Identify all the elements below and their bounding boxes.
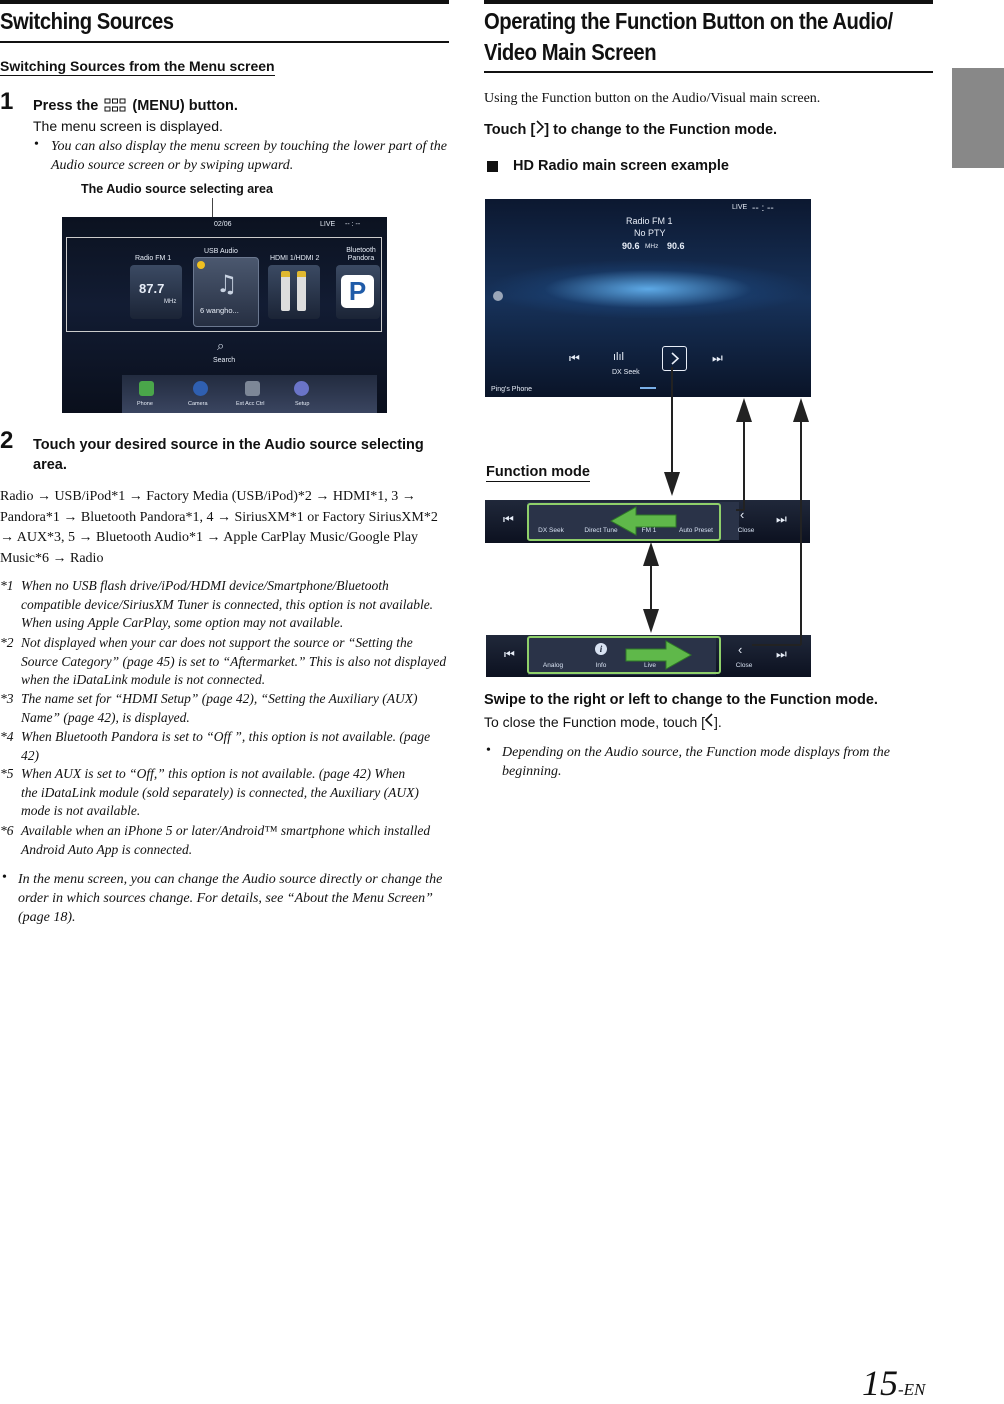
prev-track-icon[interactable]: ⏮ bbox=[504, 647, 515, 661]
fn-direct-tune[interactable]: Direct Tune bbox=[584, 527, 618, 534]
hd-station: Radio FM 1 bbox=[626, 216, 673, 226]
tile-label-pandora: Bluetooth Pandora bbox=[346, 247, 376, 262]
hd-pty: No PTY bbox=[634, 228, 666, 238]
footnote-text: Available when an iPhone 5 or later/Android™ smartphone which installed Android Auto App is connected. bbox=[21, 823, 431, 857]
hd-unit: MHz bbox=[645, 243, 659, 250]
tile-label-radio: Radio FM 1 bbox=[135, 255, 172, 262]
callout-label: The Audio source selecting area bbox=[81, 182, 273, 196]
step-number: 2 bbox=[0, 427, 14, 454]
step-number: 1 bbox=[0, 88, 14, 115]
arrow-up-close-2 bbox=[752, 398, 809, 645]
next-track-icon[interactable]: ⏭ bbox=[776, 647, 787, 661]
arrow-double-vertical bbox=[643, 542, 659, 633]
section-title: Switching Sources bbox=[0, 8, 174, 34]
footnote-mark: *5 bbox=[0, 766, 14, 781]
fn-band[interactable]: FM 1 bbox=[641, 527, 657, 534]
subsection-title: Switching Sources from the Menu screen bbox=[0, 58, 275, 74]
step-description: The menu screen is displayed. bbox=[33, 118, 223, 134]
bullet-dot: • bbox=[2, 870, 7, 885]
tile-label-usb: USB Audio bbox=[204, 248, 238, 255]
footnote-text: When no USB flash drive/iPod/HDMI device/Smartphone/Bluetooth compatible device/SiriusXM Tuner is connected, this option is not available. When using Apple CarPlay, some option may not available. bbox=[21, 578, 434, 630]
page-number-suffix: -EN bbox=[898, 1380, 926, 1399]
step-title: Touch your desired source in the Audio source selecting area. bbox=[33, 437, 424, 473]
step-title-text: (MENU) button. bbox=[132, 98, 238, 114]
arrow-up-close-1 bbox=[736, 398, 752, 510]
close-text: To close the Function mode, touch [ bbox=[484, 714, 706, 730]
footnote-mark: *2 bbox=[0, 635, 14, 650]
fn-live[interactable]: Live bbox=[644, 662, 656, 669]
bullet-note: You can also display the menu screen by touching the lower part of the Audio source screen or by swiping upward. bbox=[51, 139, 447, 173]
page-number bbox=[862, 1362, 925, 1404]
fn-dx-seek[interactable]: DX Seek bbox=[538, 527, 564, 534]
hd-phone-label: Ping's Phone bbox=[491, 386, 533, 393]
bullet-note: Depending on the Audio source, the Function mode displays from the beginning. bbox=[502, 745, 890, 779]
next-track-icon[interactable]: ⏭ bbox=[712, 351, 723, 365]
hd-freq: 90.6 bbox=[667, 241, 685, 251]
screen-date: 02/06 bbox=[214, 221, 232, 228]
bullet-dot: • bbox=[34, 137, 39, 152]
step-title-text: Press the bbox=[33, 98, 99, 114]
dx-seek-icon[interactable]: ılıl bbox=[613, 351, 624, 363]
tile-label-hdmi: HDMI 1/HDMI 2 bbox=[270, 255, 320, 262]
arrow-down-to-function-mode bbox=[664, 367, 680, 496]
music-note-icon: ♫ bbox=[216, 270, 238, 298]
footnote-mark: *1 bbox=[0, 578, 14, 593]
footnote-text: Not displayed when your car does not support the source or “Setting the Source Category” (page 45) is set to “Aftermarket.” This is also not displayed when the iDataLink module is not connected. bbox=[21, 635, 447, 687]
section-title: Video Main Screen bbox=[484, 39, 657, 65]
close-instruction bbox=[484, 713, 722, 730]
intro-text: Using the Function button on the Audio/Visual main screen. bbox=[484, 91, 821, 106]
touch-text: ] to change to the Function mode. bbox=[544, 122, 778, 138]
example-heading: HD Radio main screen example bbox=[513, 158, 729, 174]
search-label: Search bbox=[213, 357, 236, 364]
dock-label: Phone bbox=[137, 401, 153, 407]
hd-freq: 90.6 bbox=[622, 241, 640, 251]
fn-auto-preset[interactable]: Auto Preset bbox=[679, 527, 713, 534]
page-number-value: 15 bbox=[862, 1363, 898, 1403]
screen-live: LIVE bbox=[320, 221, 336, 228]
pandora-logo-icon: P bbox=[341, 275, 374, 308]
close-text: ]. bbox=[714, 714, 722, 730]
function-mode-label: Function mode bbox=[486, 464, 590, 480]
hd-clock: -- : -- bbox=[752, 203, 774, 214]
info-icon: i bbox=[595, 643, 607, 655]
next-track-icon[interactable]: ⏭ bbox=[776, 512, 787, 526]
bullet-note: In the menu screen, you can change the Audio source directly or change the order in which sources change. For details, see “About the Menu Screen” (page 18). bbox=[18, 872, 443, 925]
dock-label: Camera bbox=[188, 401, 208, 407]
fn-close[interactable]: Close bbox=[737, 527, 755, 534]
hd-live: LIVE bbox=[732, 204, 748, 211]
usb-track: 6 wangho... bbox=[200, 306, 239, 315]
chevron-left-icon bbox=[705, 713, 714, 730]
section-title: Operating the Function Button on the Audio/ bbox=[484, 8, 893, 34]
footnote-mark: *6 bbox=[0, 823, 14, 838]
radio-freq: 87.7 bbox=[139, 281, 165, 296]
footnote-text: When Bluetooth Pandora is set to “Off ”, this option is not available. (page 42) bbox=[21, 729, 431, 763]
swipe-instruction: Swipe to the right or left to change to the Function mode. bbox=[484, 692, 878, 708]
hd-dx-label: DX Seek bbox=[612, 369, 640, 376]
chevron-left-icon[interactable]: ‹ bbox=[738, 642, 743, 657]
footnote-mark: *4 bbox=[0, 729, 14, 744]
source-sequence: Radio → USB/iPod*1 → Factory Media (USB/iPod)*2 → HDMI*1, 3 → Pandora*1 → Bluetooth Pandora*1, 4 → SiriusXM*1 or Factory SiriusXM*2 → AUX*3, 5 → Bluetooth Audio*1 → Apple CarPlay Music/Google Play Music*6 → Radio bbox=[0, 489, 438, 566]
footnote-text: The name set for “HDMI Setup” (page 42), “Setting the Auxiliary (AUX) Name” (page 42), is displayed. bbox=[21, 691, 418, 725]
prev-track-icon[interactable]: ⏮ bbox=[503, 512, 514, 526]
fn-close[interactable]: Close bbox=[735, 662, 753, 669]
dock-label: Ext Acc Ctrl bbox=[236, 401, 265, 407]
swipe-left-arrow bbox=[611, 507, 676, 535]
fn-info[interactable]: Info bbox=[595, 662, 607, 669]
prev-track-icon[interactable]: ⏮ bbox=[569, 351, 580, 365]
search-icon[interactable]: ⌕ bbox=[217, 339, 225, 354]
touch-text: Touch [ bbox=[484, 122, 536, 138]
chevron-left-icon[interactable]: ‹ bbox=[740, 507, 745, 522]
footnote-text: When AUX is set to “Off,” this option is not available. (page 42) When the iDataLink module (sold separately) is connected, the Auxiliary (AUX) mode is not available. bbox=[21, 766, 419, 818]
screen-clock: -- : -- bbox=[345, 221, 361, 228]
bullet-dot: • bbox=[486, 743, 491, 758]
swipe-right-arrow bbox=[626, 641, 691, 669]
dock-label: Setup bbox=[295, 401, 310, 407]
radio-unit: MHz bbox=[164, 299, 177, 305]
fn-analog[interactable]: Analog bbox=[542, 662, 564, 669]
footnote-mark: *3 bbox=[0, 691, 14, 706]
